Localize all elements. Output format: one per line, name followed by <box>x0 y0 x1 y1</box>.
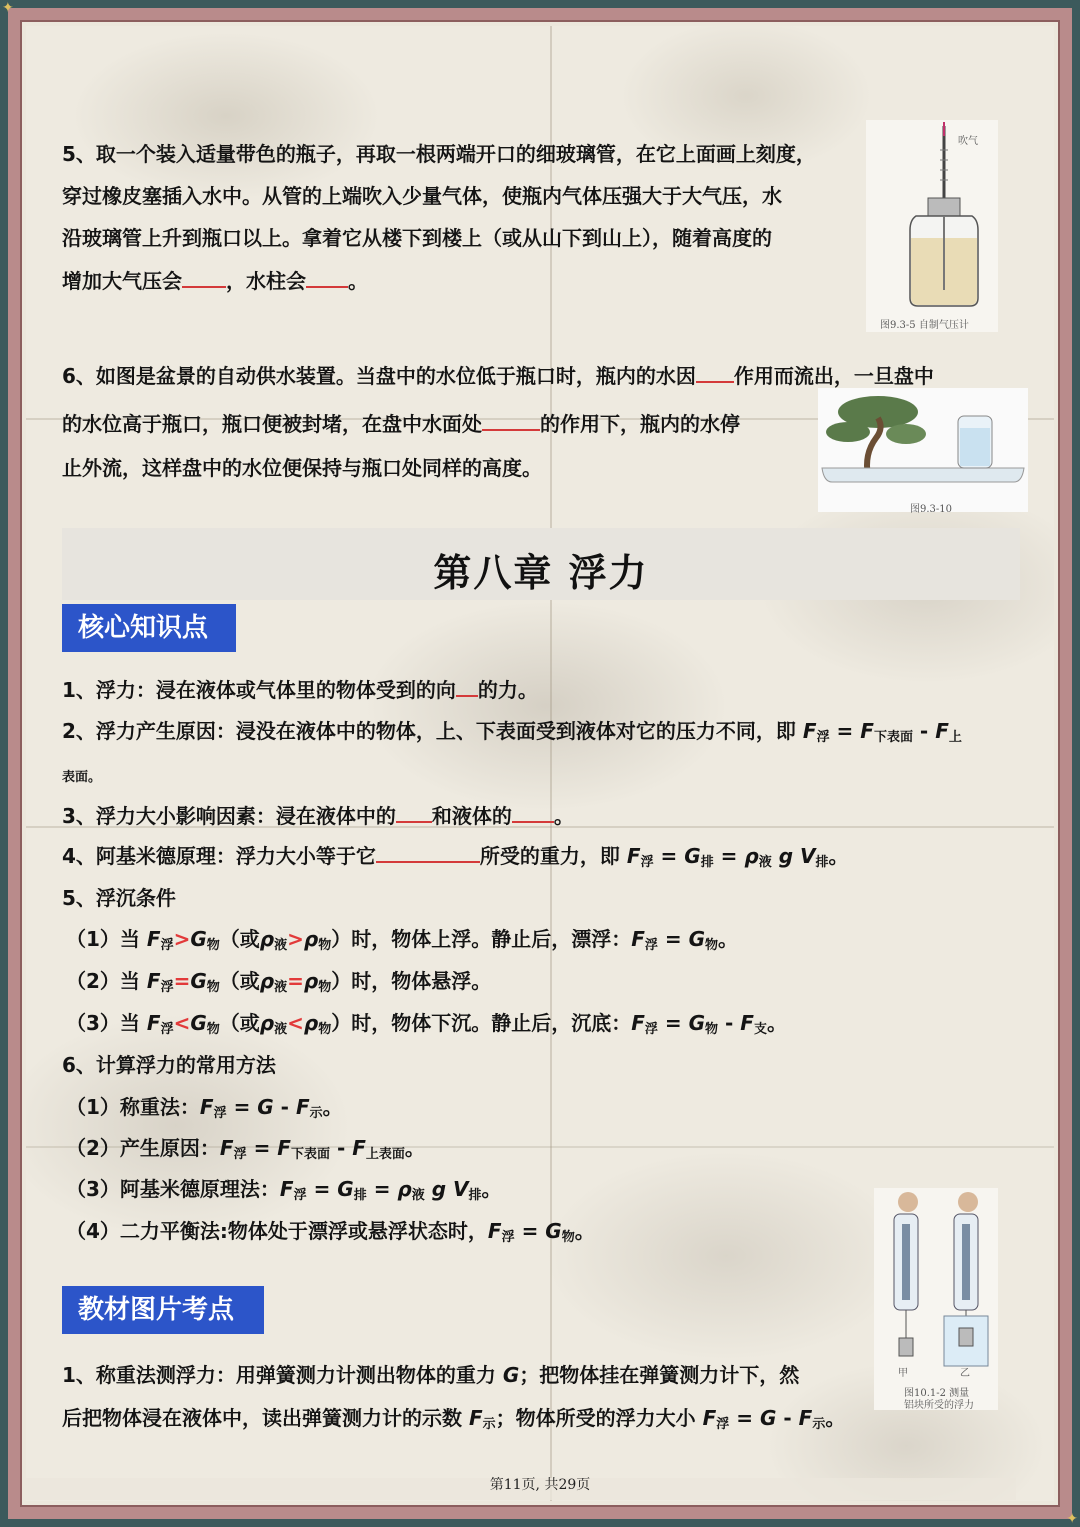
formula-end: 。 <box>718 927 739 951</box>
comparison-operator: = <box>173 969 191 993</box>
formula-symbol: F <box>631 1011 645 1035</box>
knowledge-6-1 <box>66 1091 343 1121</box>
formula-subscript: 上 <box>948 730 962 745</box>
q5-line2: 穿过橡皮塞插入水中。从管的上端吹入少量气体，使瓶内气体压强大于大气压，水 <box>62 184 782 208</box>
formula-symbol: F <box>626 844 641 868</box>
formula-operator: = <box>366 1177 398 1201</box>
section-label-core-knowledge: 核心知识点 <box>62 604 236 652</box>
formula-subscript: 浮 <box>816 730 830 745</box>
q6-text: 的水位高于瓶口，瓶口便被封堵，在盘中水面处 <box>62 412 482 436</box>
k6-text: （3）阿基米德原理法： <box>66 1177 280 1201</box>
formula-subscript: 排 <box>700 855 714 870</box>
k5-text: （2）当 <box>66 969 147 993</box>
formula-end: 。 <box>825 1406 846 1430</box>
t1-text: ；物体所受的浮力大小 <box>495 1406 703 1430</box>
knowledge-6-title: 6、计算浮力的常用方法 <box>62 1053 276 1077</box>
k6-text: （2）产生原因： <box>66 1136 220 1160</box>
knowledge-6-3 <box>66 1173 502 1203</box>
k5-text: （或 <box>219 1011 260 1035</box>
q6-line2 <box>62 408 740 437</box>
formula-subscript: 浮 <box>160 1022 174 1037</box>
formula-end: 。 <box>322 1095 343 1119</box>
page-number: 第11页, 共29页 <box>489 1477 591 1493</box>
formula-symbol: F <box>740 1011 754 1035</box>
formula-symbol: ρ <box>303 1011 319 1035</box>
k4-text: 所受的重力，即 <box>479 844 627 868</box>
answer-blank[interactable] <box>512 801 554 823</box>
formula-subscript: 示 <box>309 1106 323 1121</box>
formula-end: 。 <box>828 844 849 868</box>
formula-subscript: 浮 <box>644 1022 658 1037</box>
formula-symbol: F <box>468 1406 483 1430</box>
q5-line1: 5、取一个装入适量带色的瓶子，再取一根两端开口的细玻璃管，在它上面画上刻度， <box>62 142 816 166</box>
formula-operator: = <box>514 1219 546 1243</box>
k5-text: （3）当 <box>66 1011 147 1035</box>
formula-operator: - <box>718 1011 741 1035</box>
corner-star-icon: ✦ <box>2 0 14 16</box>
answer-blank[interactable] <box>182 266 226 288</box>
spring-scale-illustration <box>874 1188 998 1410</box>
formula-symbol: F <box>487 1219 502 1243</box>
k6-text: （1）称重法： <box>66 1095 200 1119</box>
formula-subscript: 浮 <box>233 1147 247 1162</box>
formula-end: 。 <box>766 1011 787 1035</box>
answer-blank[interactable] <box>306 266 348 288</box>
k5-text: （或 <box>219 969 260 993</box>
formula-subscript: 液 <box>411 1188 425 1203</box>
formula-symbol: ρ <box>259 1011 275 1035</box>
formula-subscript: 物 <box>318 980 332 995</box>
formula-operator: - <box>329 1136 353 1160</box>
formula-symbol: ρ <box>303 969 319 993</box>
formula-subscript: 浮 <box>640 855 654 870</box>
formula-subscript: 物 <box>318 1022 332 1037</box>
chapter-title: 第八章 浮力 <box>433 551 649 595</box>
formula-operator: = <box>226 1095 258 1119</box>
q6-text: 作用而流出，一旦盘中 <box>733 364 934 388</box>
formula-operator: - <box>776 1406 799 1430</box>
knowledge-6-4 <box>66 1215 595 1245</box>
formula-symbol: G <box>688 1011 706 1035</box>
formula-subscript: 浮 <box>644 938 658 953</box>
k2-text: 2、浮力产生原因：浸没在液体中的物体，上、下表面受到液体对它的压力不同，即 <box>62 719 803 743</box>
textbook-point-1-line1 <box>62 1359 799 1388</box>
formula-symbol: F <box>860 719 874 743</box>
k4-text: 4、阿基米德原理：浮力大小等于它 <box>62 844 376 868</box>
q6-line3: 止外流，这样盘中的水位便保持与瓶口处同样的高度。 <box>62 456 542 480</box>
formula-subscript: 示 <box>812 1417 826 1432</box>
formula-symbol: G <box>502 1363 520 1387</box>
answer-blank[interactable] <box>396 801 432 823</box>
formula-symbol: G <box>190 927 207 951</box>
answer-blank[interactable] <box>376 841 480 863</box>
k3-text: 3、浮力大小影响因素：浸在液体中的 <box>62 804 396 828</box>
formula-subscript: 物 <box>705 938 719 953</box>
comparison-operator: = <box>287 969 304 993</box>
knowledge-2 <box>62 715 962 745</box>
formula-subscript: 液 <box>758 855 772 870</box>
formula-symbol: V <box>800 844 816 868</box>
formula-symbol: G <box>684 844 701 868</box>
bonsai-figure <box>818 388 1028 515</box>
formula-subscript: 物 <box>318 938 332 953</box>
formula-end: 。 <box>404 1136 425 1160</box>
chapter-banner <box>62 528 1020 600</box>
figure-label: 吹气 <box>958 136 978 147</box>
formula-symbol: F <box>935 719 949 743</box>
q6-line1 <box>62 360 934 389</box>
formula-subscript: 液 <box>274 1022 288 1037</box>
section-label-textbook-figures: 教材图片考点 <box>62 1286 264 1334</box>
formula-subscript: 物 <box>206 938 220 953</box>
answer-blank[interactable] <box>482 409 540 431</box>
formula-subscript: 浮 <box>160 980 174 995</box>
q5-line4 <box>62 265 368 294</box>
figure-caption: 图9.3-5 自制气压计 <box>880 320 969 331</box>
comparison-operator: < <box>287 1011 304 1035</box>
knowledge-2-cont: 表面。 <box>62 770 102 785</box>
formula-subscript: 下表面 <box>873 730 913 745</box>
k3-text: 。 <box>553 804 574 828</box>
formula-symbol: ρ <box>397 1177 412 1201</box>
knowledge-6-2 <box>66 1132 425 1162</box>
formula-symbol: G <box>688 927 706 951</box>
comparison-operator: < <box>173 1011 191 1035</box>
formula-operator: = <box>246 1136 278 1160</box>
k5-text: ）时，物体下沉。静止后，沉底： <box>331 1011 632 1035</box>
formula-symbol: F <box>219 1136 234 1160</box>
textbook-point-1-line2 <box>62 1402 845 1432</box>
formula-subscript: 示 <box>482 1417 496 1432</box>
formula-symbol: ρ <box>744 844 759 868</box>
formula-operator: = <box>829 719 861 743</box>
formula-end: 。 <box>481 1177 502 1201</box>
formula-operator: = <box>713 844 745 868</box>
formula-operator: = <box>653 844 685 868</box>
formula-symbol: ρ <box>303 927 319 951</box>
formula-subscript: 排 <box>815 855 829 870</box>
formula-subscript: 浮 <box>716 1417 730 1432</box>
formula-symbol: G <box>337 1177 354 1201</box>
formula-subscript: 液 <box>274 938 288 953</box>
formula-subscript: 浮 <box>293 1188 307 1203</box>
k5-text: （或 <box>219 927 260 951</box>
q5-text: 。 <box>348 269 368 293</box>
formula-symbol: F <box>146 1011 161 1035</box>
knowledge-5-2 <box>66 965 491 995</box>
formula-subscript: 浮 <box>213 1106 227 1121</box>
spring-scale-figure <box>874 1188 998 1410</box>
formula-subscript: 支 <box>753 1022 767 1037</box>
formula-subscript: 排 <box>468 1188 482 1203</box>
formula-operator: = <box>306 1177 338 1201</box>
knowledge-4 <box>62 840 849 870</box>
formula-symbol: F <box>798 1406 813 1430</box>
k1-text: 1、浮力：浸在液体或气体里的物体受到的向 <box>62 678 456 702</box>
formula-symbol: F <box>702 1406 717 1430</box>
formula-symbol: G <box>190 969 207 993</box>
formula-symbol: V <box>453 1177 469 1201</box>
q5-text: ，水柱会 <box>226 269 306 293</box>
formula-operator: = <box>729 1406 760 1430</box>
knowledge-5-title: 5、浮沉条件 <box>62 886 176 910</box>
knowledge-5-3 <box>66 1007 787 1037</box>
formula-operator: - <box>273 1095 296 1119</box>
k5-text: （1）当 <box>66 927 147 951</box>
formula-symbol: g <box>431 1177 447 1201</box>
q6-text: 的作用下，瓶内的水停 <box>540 412 740 436</box>
t1-text: ；把物体挂在弹簧测力计下，然 <box>519 1363 800 1387</box>
comparison-operator: > <box>287 927 304 951</box>
figure-caption: 铝块所受的浮力 <box>904 1400 974 1411</box>
knowledge-3 <box>62 800 574 829</box>
comparison-operator: > <box>173 927 191 951</box>
formula-symbol: F <box>279 1177 294 1201</box>
answer-blank[interactable] <box>456 675 478 697</box>
formula-symbol: g <box>778 844 794 868</box>
formula-operator: - <box>912 719 936 743</box>
t1-text: 1、称重法测浮力：用弹簧测力计测出物体的重力 <box>62 1363 503 1387</box>
q6-text: 6、如图是盆景的自动供水装置。当盘中的水位低于瓶口时，瓶内的水因 <box>62 364 696 388</box>
k3-text: 和液体的 <box>431 804 512 828</box>
knowledge-1 <box>62 674 538 703</box>
corner-star-icon: ✦ <box>1066 1511 1078 1527</box>
formula-symbol: F <box>146 927 161 951</box>
figure-label-left: 甲 <box>898 1368 908 1379</box>
formula-subscript: 浮 <box>160 938 174 953</box>
formula-symbol: F <box>277 1136 291 1160</box>
formula-symbol: ρ <box>259 927 275 951</box>
formula-subscript: 物 <box>206 980 220 995</box>
figure-caption: 图10.1-2 测量 <box>904 1388 970 1399</box>
formula-operator: = <box>657 927 689 951</box>
formula-symbol: F <box>802 719 817 743</box>
t1-text: 后把物体浸在液体中，读出弹簧测力计的示数 <box>62 1406 469 1430</box>
formula-subscript: 物 <box>705 1022 719 1037</box>
barometer-figure <box>866 120 998 332</box>
formula-symbol: G <box>545 1219 562 1243</box>
formula-subscript: 下表面 <box>290 1147 330 1162</box>
formula-subscript: 排 <box>353 1188 367 1203</box>
knowledge-5-1 <box>66 923 738 953</box>
formula-end: 。 <box>574 1219 595 1243</box>
figure-caption: 图9.3-10 <box>910 504 953 515</box>
formula-operator: = <box>657 1011 689 1035</box>
formula-subscript: 物 <box>206 1022 220 1037</box>
formula-subscript: 上表面 <box>365 1147 405 1162</box>
formula-symbol: F <box>631 927 645 951</box>
k6-text: （4）二力平衡法:物体处于漂浮或悬浮状态时， <box>66 1219 488 1243</box>
formula-symbol: F <box>295 1095 310 1119</box>
formula-symbol: G <box>190 1011 207 1035</box>
barometer-illustration <box>866 120 998 332</box>
figure-label-right: 乙 <box>960 1368 970 1379</box>
k5-text: ）时，物体上浮。静止后，漂浮： <box>331 927 632 951</box>
formula-symbol: F <box>146 969 161 993</box>
formula-symbol: F <box>199 1095 214 1119</box>
q5-line3: 沿玻璃管上升到瓶口以上。拿着它从楼下到楼上（或从山下到山上），随着高度的 <box>62 226 772 250</box>
answer-blank[interactable] <box>696 361 734 383</box>
formula-symbol: G <box>760 1406 777 1430</box>
formula-subscript: 液 <box>274 980 288 995</box>
q5-text: 增加大气压会 <box>62 269 182 293</box>
formula-subscript: 物 <box>561 1230 575 1245</box>
formula-symbol: ρ <box>259 969 275 993</box>
bonsai-illustration <box>818 388 1028 512</box>
k5-text: ）时，物体悬浮。 <box>331 969 492 993</box>
formula-symbol: G <box>257 1095 274 1119</box>
k1-text: 的力。 <box>477 678 538 702</box>
formula-subscript: 浮 <box>501 1230 515 1245</box>
formula-symbol: F <box>352 1136 366 1160</box>
